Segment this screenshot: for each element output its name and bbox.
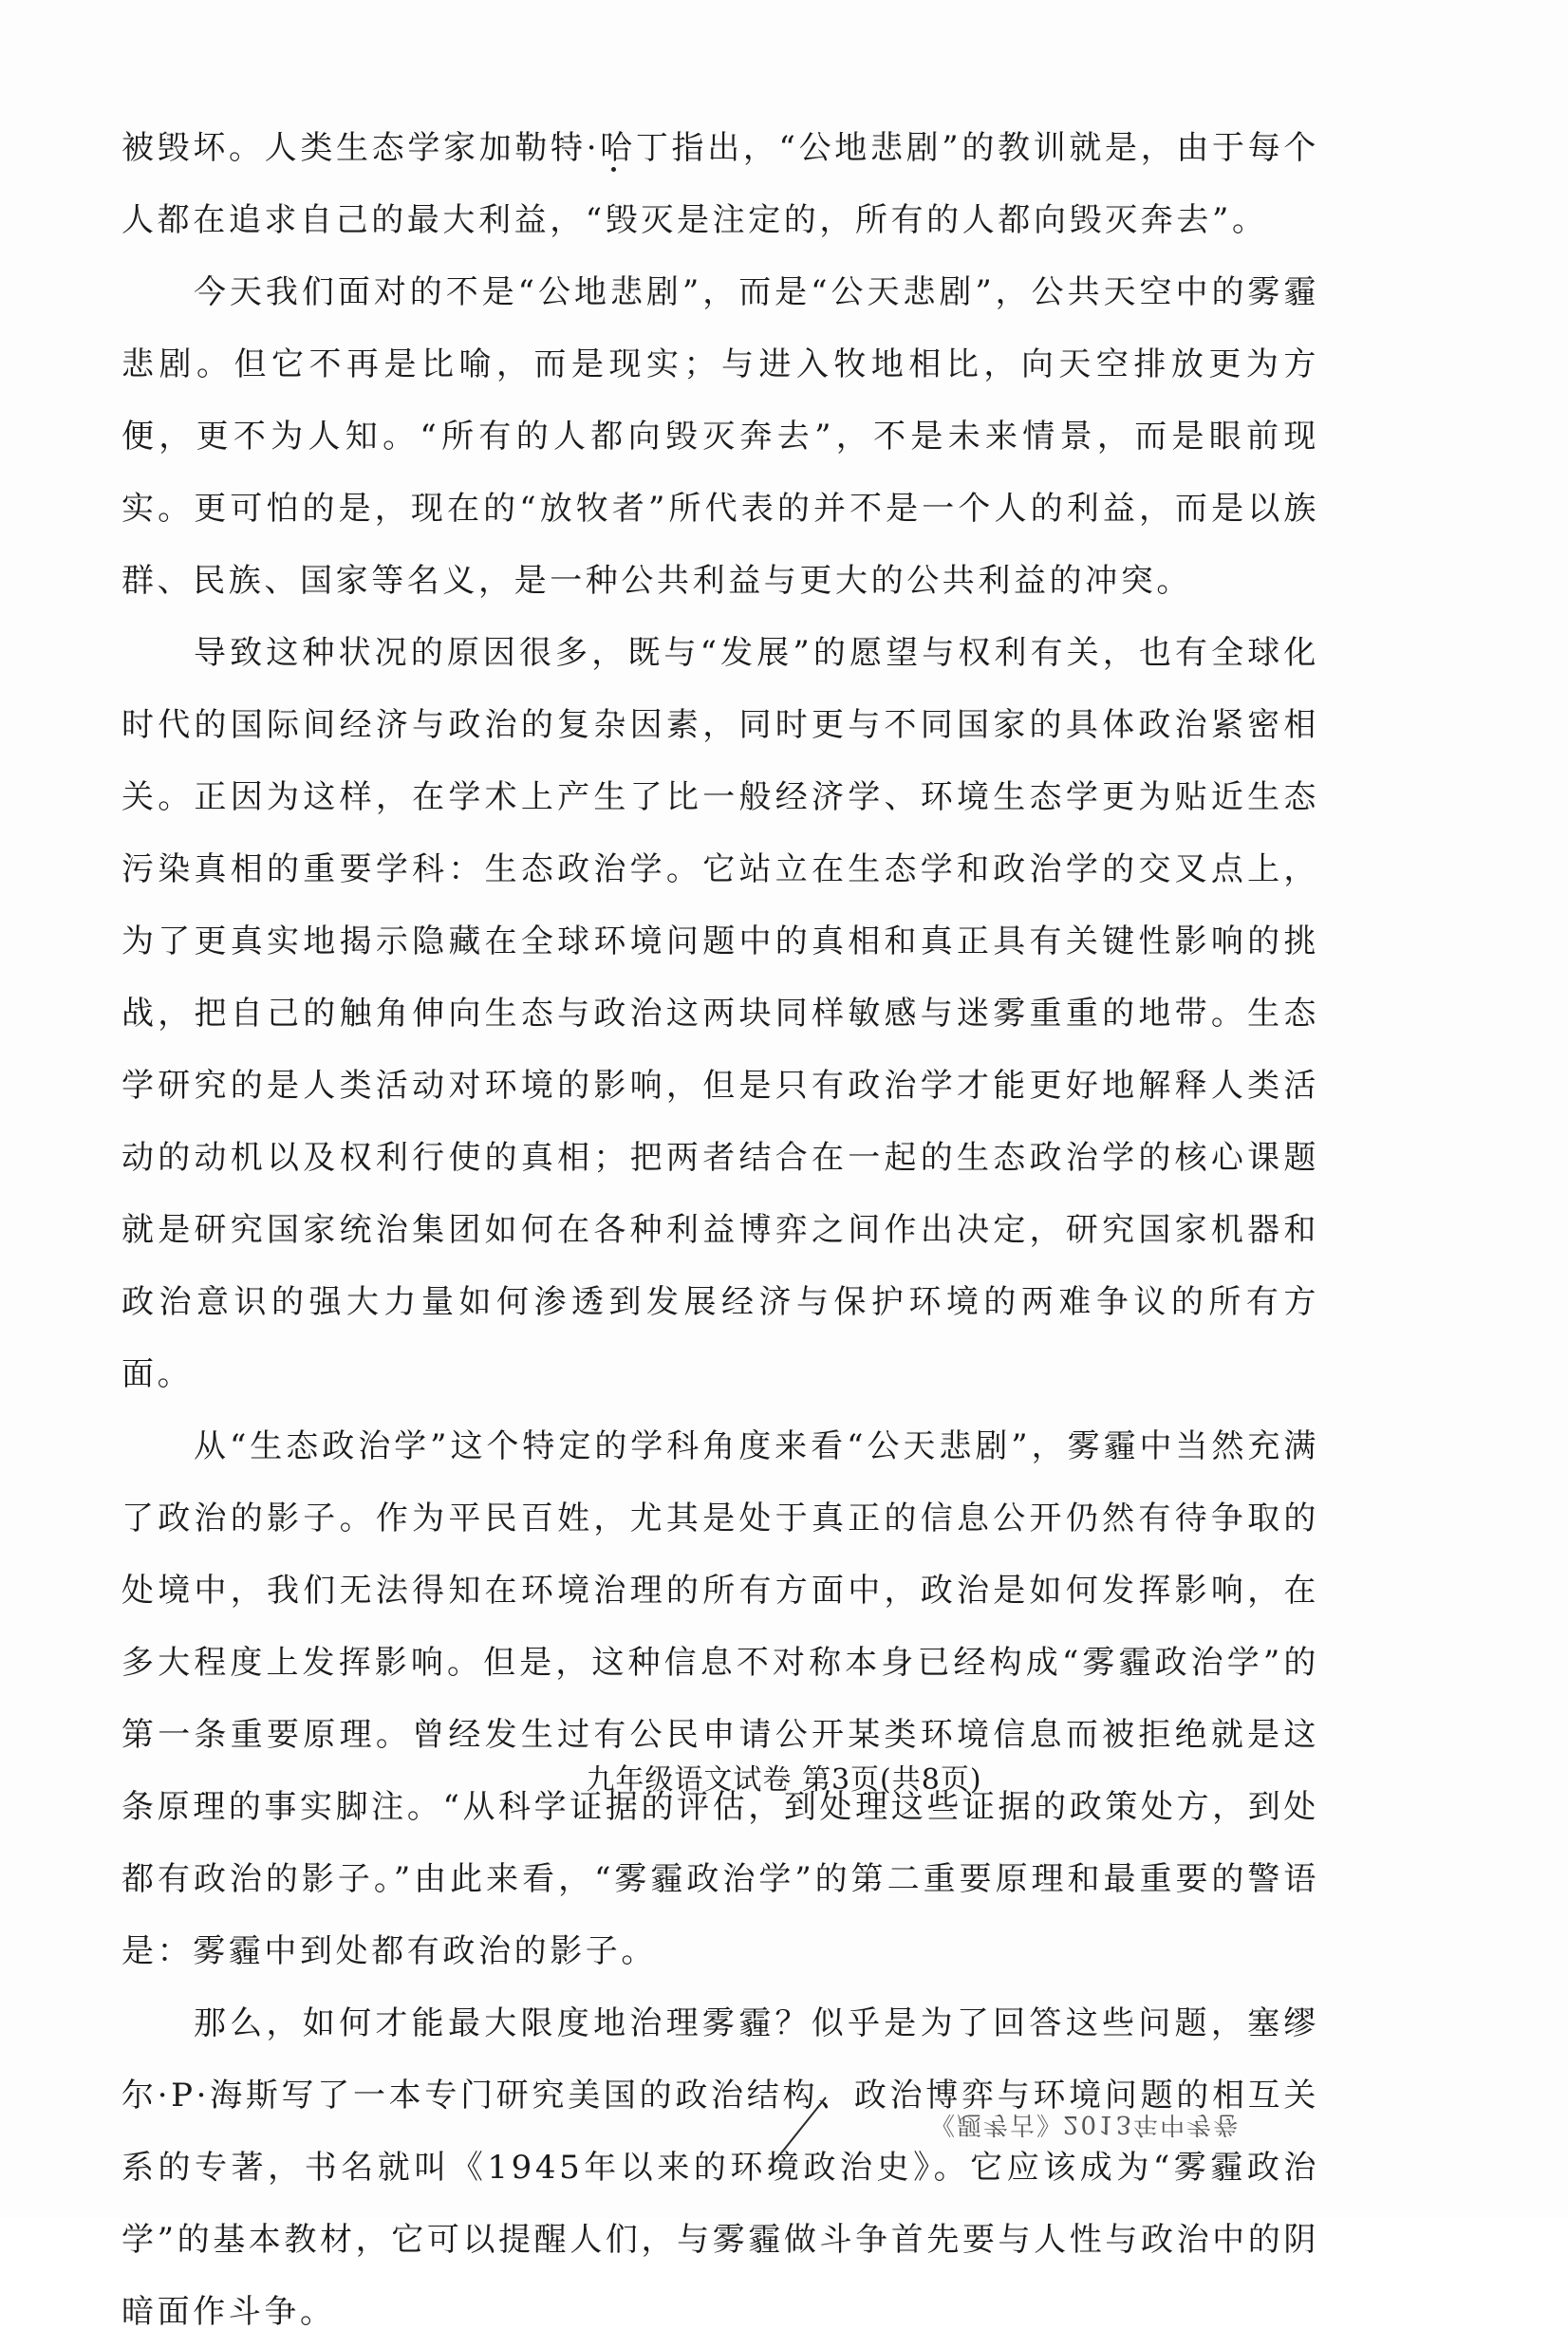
- ink-speck: [611, 167, 616, 172]
- paragraph-3: 导致这种状况的原因很多，既与“发展”的愿望与权利有关，也有全球化时代的国际间经济与政治的复杂因素，同时更与不同国家的具体政治紧密相关。正因为这样，在学术上产生了比一般经济学、环境生态学更为贴近生态污染真相的重要学科：生态政治学。它站立在生态学和政治学的交叉点上，为了更真实地揭示隐藏在全球环境问题中的真相和真正具有关键性影响的挑战，把自己的触角伸向生态与政治这两块同样敏感与迷雾重重的地带。生态学研究的是人类活动对环境的影响，但是只有政治学才能更好地解释人类活动的动机以及权利行使的真相；把两者结合在一起的生态政治学的核心课题就是研究国家统治集团如何在各种利益博弈之间作出决定，研究国家机器和政治意识的强大力量如何渗透到发展经济与保护环境的两难争议的所有方面。: [121, 634, 1319, 1393]
- article-body: [121, 112, 1319, 2348]
- paragraph-4: 从“生态政治学”这个特定的学科角度来看“公天悲剧”，雾霾中当然充满了政治的影子。作为平民百姓，尤其是处于真正的信息公开仍然有待争取的处境中，我们无法得知在环境治理的所有方面中，政治是如何发挥影响，在多大程度上发挥影响。但是，这种信息不对称本身已经构成“雾霾政治学”的第一条重要原理。曾经发生过有公民申请公开某类环境信息而被拒绝就是这条原理的事实脚注。“从科学证据的评估，到处理这些证据的政策处方，到处都有政治的影子。”由此来看，“雾霾政治学”的第二重要原理和最重要的警语是：雾霾中到处都有政治的影子。: [121, 1427, 1319, 1970]
- page-footer: 九年级语文试卷 第3页(共8页): [586, 1763, 982, 1797]
- paragraph-2: 今天我们面对的不是“公地悲剧”，而是“公天悲剧”，公共天空中的雾霾悲剧。但它不再是比喻，而是现实；与进入牧地相比，向天空排放更为方便，更不为人知。“所有的人都向毁灭奔去”，不是未来情景，而是眼前现实。更可怕的是，现在的“放牧者”所代表的并不是一个人的利益，而是以族群、民族、国家等名义，是一种公共利益与更大的公共利益的冲突。: [121, 273, 1319, 600]
- paragraph-5: 那么，如何才能最大限度地治理雾霾？似乎是为了回答这些问题，塞缪尔·P·海斯写了一本专门研究美国的政治结构、政治博弈与环境问题的相互关系的专著，书名就叫《1945年以来的环境政治史》。它应该成为“雾霾政治学”的基本教材，它可以提醒人们，与雾霾做斗争首先要与人性与政治中的阴暗面作斗争。: [121, 2004, 1319, 2331]
- paragraph-1: 被毁坏。人类生态学家加勒特·哈丁指出，“公地悲剧”的教训就是，由于每个人都在追求自己的最大利益，“毁灭是注定的，所有的人都向毁灭奔去”。: [121, 129, 1319, 239]
- bleed-through-text: 《题考古》2013年中考卷: [930, 2110, 1241, 2138]
- pen-stroke-mark: [759, 2088, 845, 2173]
